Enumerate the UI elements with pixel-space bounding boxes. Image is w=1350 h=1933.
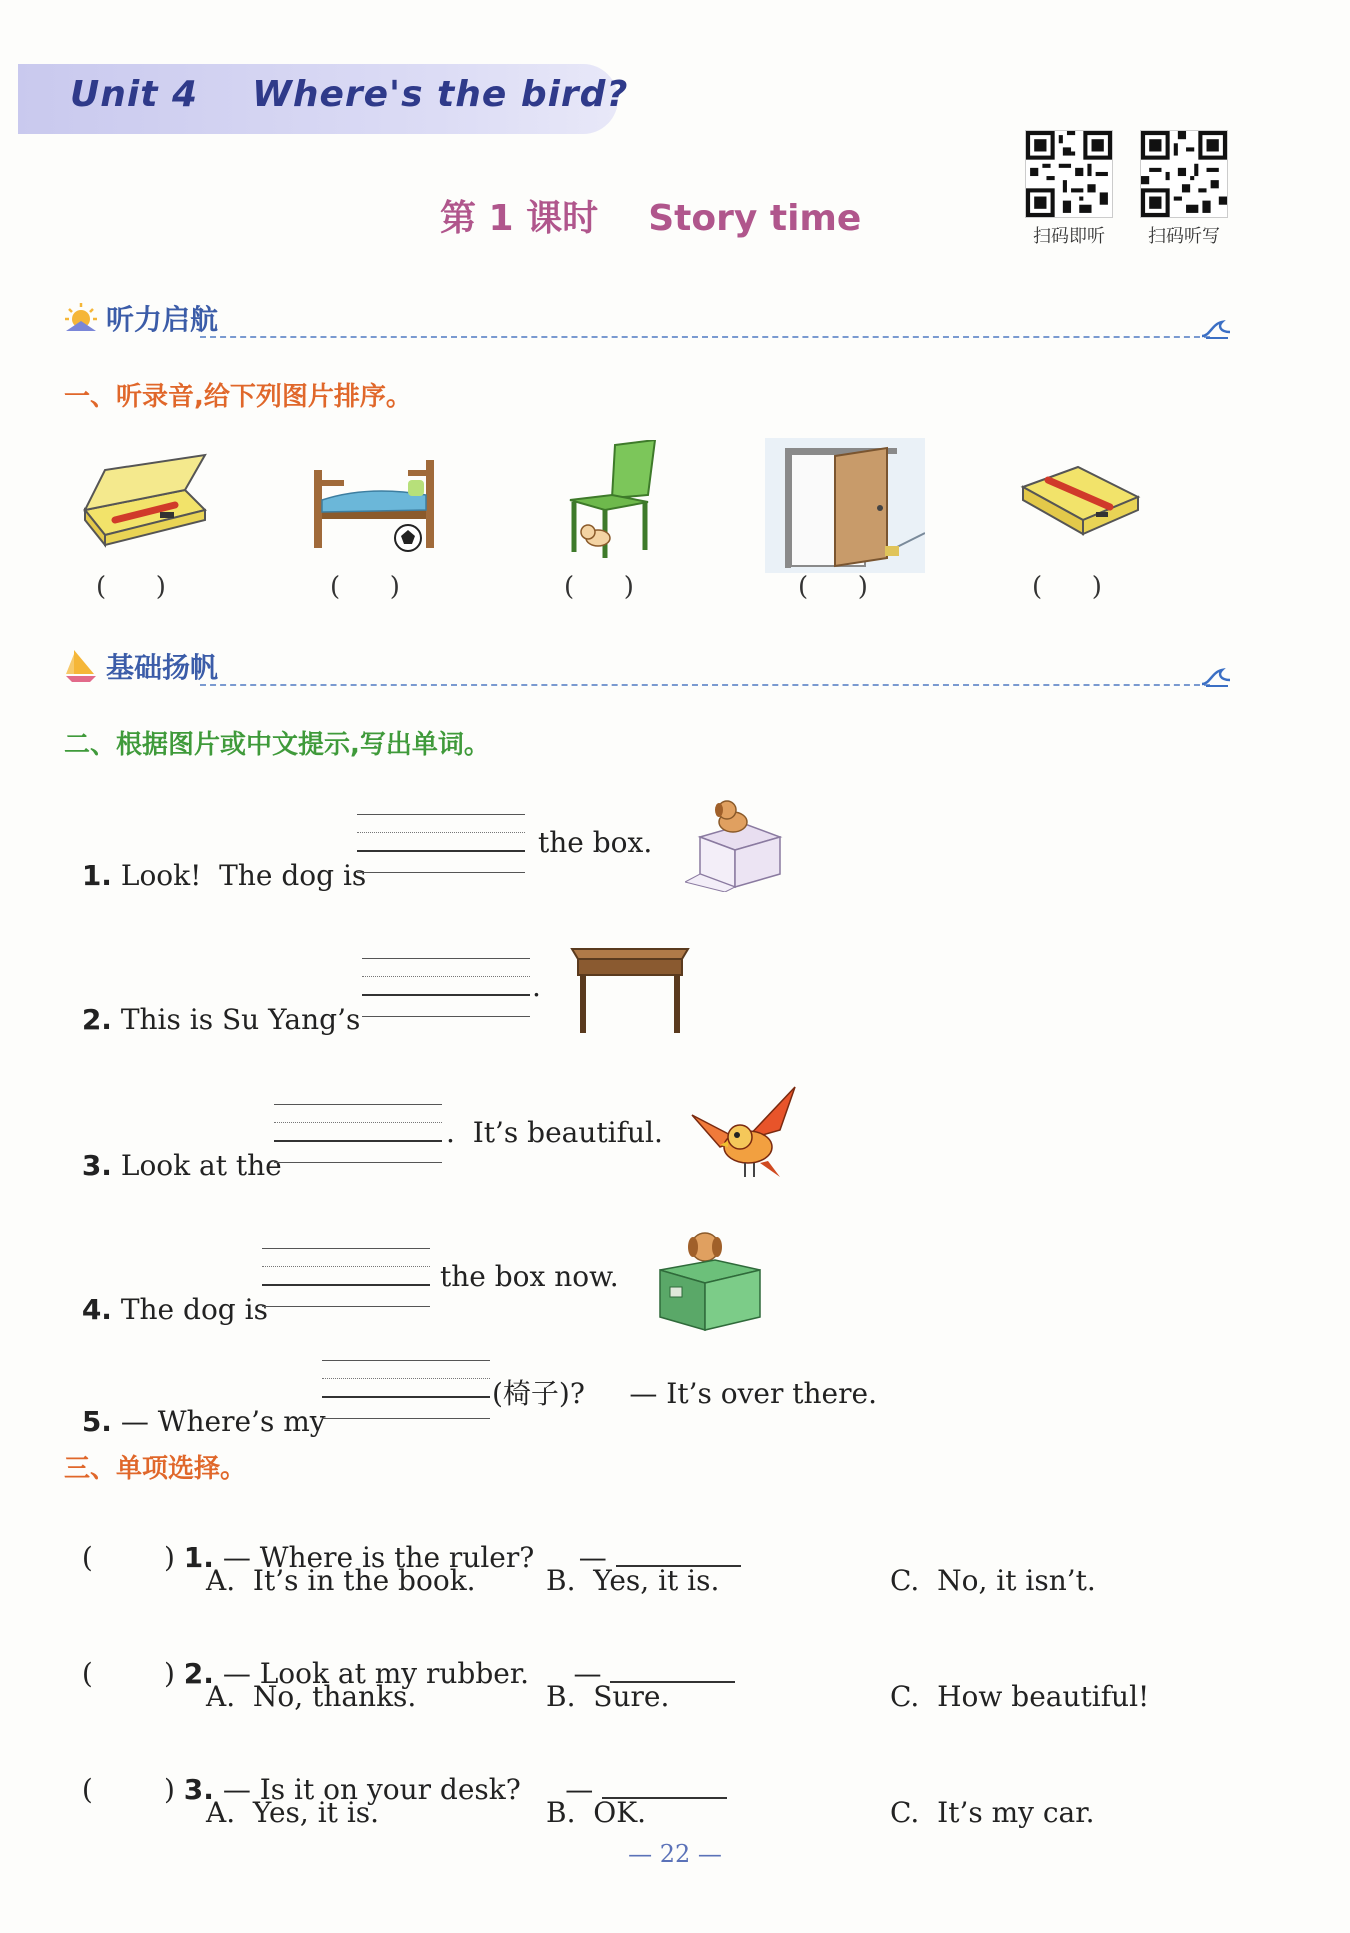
option-b[interactable]: B. Yes, it is. (546, 1564, 720, 1597)
writing-box[interactable] (322, 1360, 490, 1420)
option-b[interactable]: B. Sure. (546, 1680, 670, 1713)
choice-question-2: ( ) 2. — Look at my rubber. — (64, 1622, 735, 1690)
section-divider (200, 684, 1210, 686)
choice-question-1: ( ) 1. — Where is the ruler? — (64, 1506, 741, 1574)
fill-item-4-after: the box now. (440, 1260, 619, 1293)
answer-paren[interactable]: ( ) (81, 1773, 175, 1806)
qr-caption: 扫码听写 (1148, 226, 1220, 247)
option-b[interactable]: B. OK. (546, 1796, 647, 1829)
answer-paren[interactable]: ( ) (330, 572, 400, 602)
chair-with-cat-icon (560, 440, 660, 560)
writing-box[interactable] (274, 1104, 442, 1164)
fill-item-3-after: . It’s beautiful. (446, 1116, 663, 1149)
writing-box[interactable] (357, 814, 525, 874)
answer-paren[interactable]: ( ) (798, 572, 868, 602)
option-a[interactable]: A. Yes, it is. (206, 1796, 380, 1829)
answer-blank[interactable] (602, 1771, 727, 1799)
answer-paren[interactable]: ( ) (81, 1541, 175, 1574)
dog-on-box-icon (685, 792, 795, 892)
fill-item-1-after: the box. (538, 826, 653, 859)
option-a[interactable]: A. It’s in the book. (206, 1564, 476, 1597)
writing-box[interactable] (262, 1248, 430, 1308)
qr-code-icon (1025, 130, 1113, 218)
bird-icon (690, 1085, 805, 1185)
unit-title: Unit 4 Where's the bird? (70, 74, 629, 115)
desk-icon (570, 945, 690, 1035)
fill-item-2: 2. This is Su Yang’s (81, 1003, 361, 1036)
qr-caption: 扫码即听 (1033, 226, 1105, 247)
fill-item-4: 4. The dog is (81, 1293, 268, 1326)
section-header-listening (64, 298, 218, 338)
option-a[interactable]: A. No, thanks. (206, 1680, 417, 1713)
pencil-box-open-icon (75, 450, 210, 550)
sailboat-icon (64, 648, 98, 684)
qr-block-1[interactable] (1025, 130, 1119, 248)
section-title: 听力启航 (106, 303, 219, 336)
choice-question-3: ( ) 3. — Is it on your desk? — (64, 1738, 727, 1806)
answer-paren[interactable]: ( ) (96, 572, 166, 602)
answer-blank[interactable] (616, 1539, 741, 1567)
fill-item-3: 3. Look at the (81, 1149, 282, 1182)
door-icon (765, 438, 925, 573)
writing-box[interactable] (362, 958, 530, 1018)
answer-paren[interactable]: ( ) (1032, 572, 1102, 602)
part2-heading: 二、根据图片或中文提示,写出单词。 (64, 730, 490, 760)
answer-paren[interactable]: ( ) (81, 1657, 175, 1690)
qr-code-icon (1140, 130, 1228, 218)
dog-in-box-icon (655, 1225, 765, 1335)
fill-item-5: 5. — Where’s my (81, 1405, 326, 1438)
qr-block-2[interactable] (1140, 130, 1234, 248)
lesson-title: 第 1 课时 Story time (440, 198, 862, 239)
option-c[interactable]: C. No, it isn’t. (890, 1564, 1096, 1597)
bed-with-ball-icon (308, 450, 443, 560)
sunrise-icon (64, 301, 98, 335)
wave-icon (1200, 666, 1232, 688)
fill-item-5-after: (椅子)? — It’s over there. (492, 1377, 877, 1410)
section-title: 基础扬帆 (106, 651, 219, 684)
page-number: — 22 — (628, 1840, 722, 1868)
option-c[interactable]: C. How beautiful! (890, 1680, 1150, 1713)
answer-blank[interactable] (610, 1655, 735, 1683)
answer-paren[interactable]: ( ) (564, 572, 634, 602)
part3-heading: 三、单项选择。 (64, 1454, 247, 1484)
pencil-box-closed-icon (1018, 462, 1143, 547)
fill-item-2-after: . (532, 970, 541, 1003)
wave-icon (1200, 318, 1232, 340)
section-divider (200, 336, 1210, 338)
part1-heading: 一、听录音,给下列图片排序。 (64, 382, 412, 412)
fill-item-1: 1. Look! The dog is (81, 859, 367, 892)
option-c[interactable]: C. It’s my car. (890, 1796, 1095, 1829)
section-header-basics (64, 646, 218, 686)
